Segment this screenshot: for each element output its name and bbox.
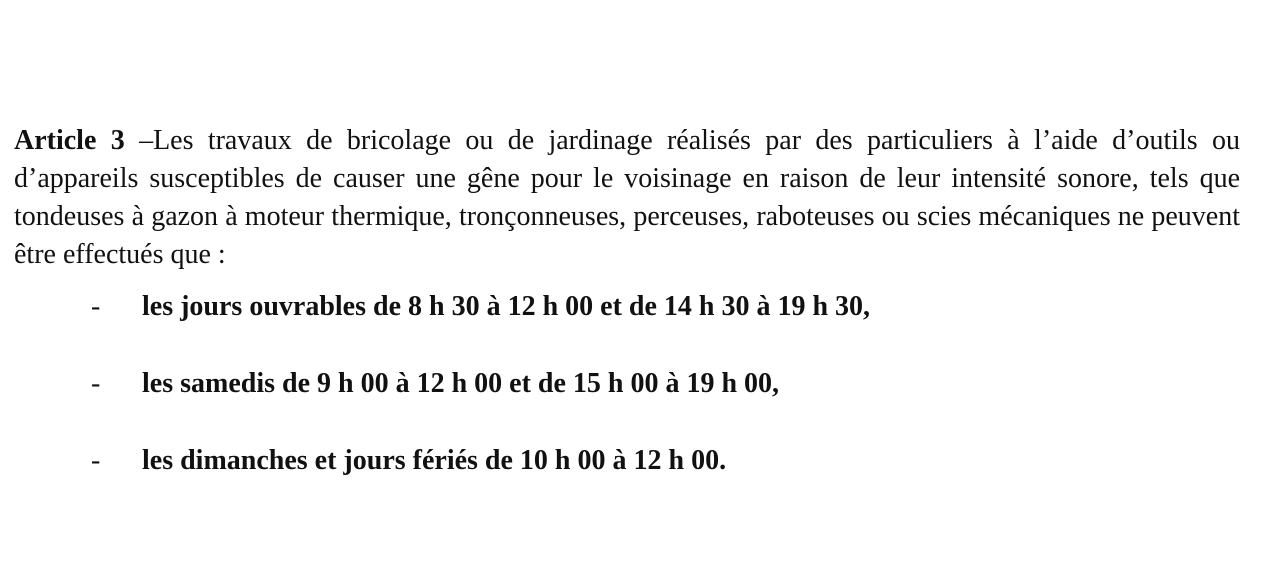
list-item-weekdays — [0, 289, 1263, 325]
article-label: Article 3 — [14, 125, 125, 156]
article-text: –Les travaux de bricolage ou de jardinage réalisés par des particuliers à l’aide d’outils ou d’appareils susceptibles de causer une gêne pour le voisinage en raison de leur intensité sonore, tels que tondeuses à gazon à moteur thermique, tronçonneuses, perceuses, raboteuses ou scies mécaniques ne peuvent être effectués que : — [14, 125, 1241, 270]
list-item-text: les dimanches et jours fériés de 10 h 00 à 12 h 00. — [142, 445, 727, 476]
list-item-saturdays — [0, 366, 1263, 402]
list-dash: - — [91, 445, 101, 476]
list-dash: - — [91, 291, 101, 322]
list-item-text: les jours ouvrables de 8 h 30 à 12 h 00 et de 14 h 30 à 19 h 30, — [142, 291, 871, 322]
list-item-text: les samedis de 9 h 00 à 12 h 00 et de 15 h 00 à 19 h 00, — [142, 368, 780, 399]
list-item-sundays-holidays — [0, 443, 1263, 479]
list-dash: - — [91, 368, 101, 399]
